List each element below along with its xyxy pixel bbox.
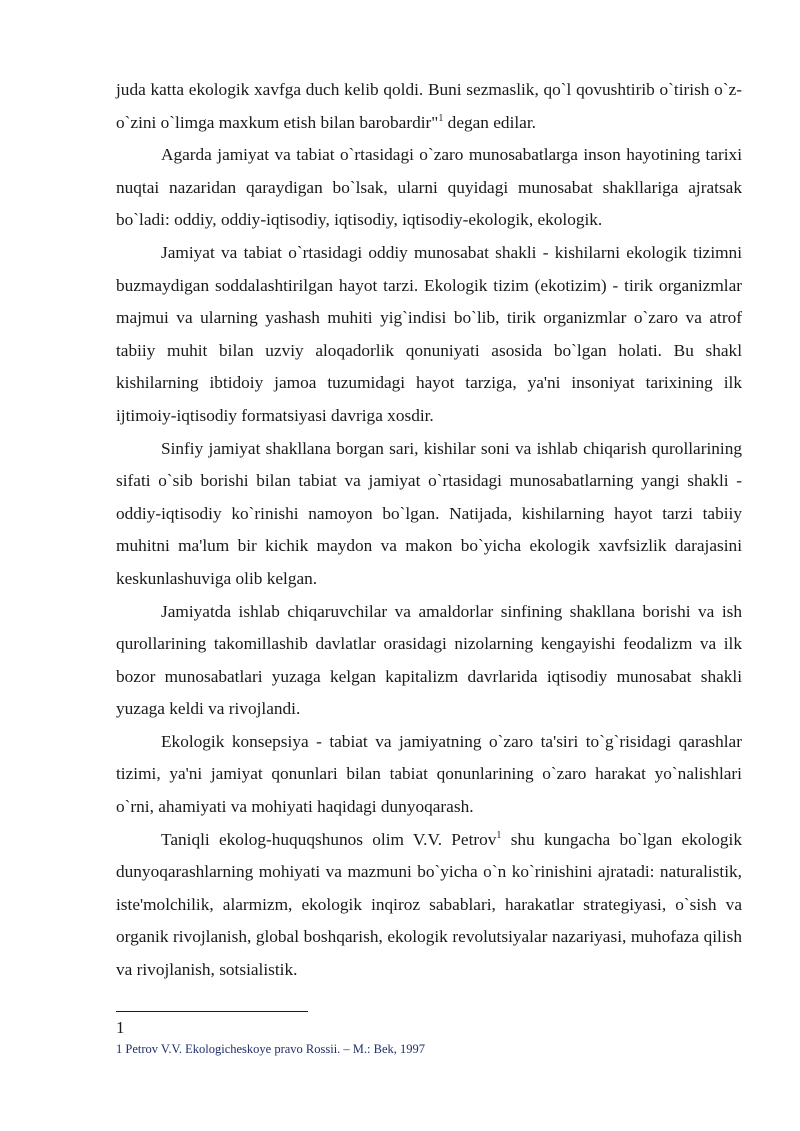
paragraph <box>116 433 742 596</box>
paragraph-text: Jamiyatda ishlab chiqaruvchilar va amaldorlar sinfining shakllana borishi va ish qurollarining takomillashib davlatlar orasidagi nizolarning kengayishi feodalizm va ilk bozor munosabatlari yuzaga kelgan kapitalizm davrlarida iqtisodiy munosabat shakli yuzaga keldi va rivojlandi. <box>116 601 742 719</box>
footnote-reference: 1 <box>438 112 444 124</box>
paragraph-text: shu kungacha bo`lgan ekologik dunyoqarashlarning mohiyati va mazmuni bo`yicha o`n ko`rinishini ajratadi: naturalistik, iste'molchilik, alarmizm, ekologik inqiroz sabablari, harakatlar strategiyasi, o`sish va organik rivojlanish, global boshqarish, ekologik revolutsiyalar nazariyasi, muhofaza qilish va rivojlanish, sotsialistik. <box>116 829 742 980</box>
paragraph <box>116 824 742 987</box>
paragraph <box>116 596 742 726</box>
paragraph <box>116 726 742 824</box>
paragraph-text: Taniqli ekolog-huquqshunos olim V.V. Petrov <box>161 829 497 849</box>
paragraph <box>116 74 742 139</box>
paragraph-text: Agarda jamiyat va tabiat o`rtasidagi o`zaro munosabatlarga inson hayotining tarixi nuqtai nazaridan qaraydigan bo`lsak, ularni quyidagi munosabat shakllariga ajratsak bo`ladi: oddiy, oddiy-iqtisodiy, iqtisodiy, iqtisodiy-ekologik, ekologik. <box>116 145 742 230</box>
paragraph <box>116 139 742 237</box>
footnote-separator <box>116 1011 308 1012</box>
footnote-text: 1 Petrov V.V. Ekologicheskoye pravo Rossii. – M.: Bek, 1997 <box>116 1042 426 1056</box>
footnote-reference: 1 <box>496 829 502 841</box>
footnote-mark: 1 <box>116 1018 125 1037</box>
paragraph-text: Ekologik konsepsiya - tabiat va jamiyatning o`zaro ta'siri to`g`risidagi qarashlar tizimi, ya'ni jamiyat qonunlari bilan tabiat qonunlarining o`zaro harakat yo`nalishlari o`rni, ahamiyati va mohiyati haqidagi dunyoqarash. <box>116 731 742 817</box>
main-text <box>116 74 742 987</box>
paragraph-text: Sinfiy jamiyat shakllana borgan sari, kishilar soni va ishlab chiqarish qurollarining sifati o`sib borishi bilan tabiat va jamiyat o`rtasidagi munosabatlarning yangi shakli - oddiy-iqtisodiy ko`rinishi namoyon bo`lgan. Natijada, kishilarning hayot tarzi tabiiy muhitni ma'lum bir kichik maydon va makon bo`yicha ekologik xavfsizlik darajasini keskunlashuviga olib kelgan. <box>116 438 742 588</box>
paragraph-text: Jamiyat va tabiat o`rtasidagi oddiy munosabat shakli - kishilarni ekologik tizimni buzmaydigan soddalashtirilgan hayot tarzi. Ekologik tizim (ekotizim) - tirik organizmlar majmui va ularning yashash muhiti yig`indisi bo`lib, tirik organizmlar o`zaro va atrof tabiiy muhit bilan uzviy aloqadorlik qonuniyati asosida bo`lgan holati. Bu shakl kishilarning ibtidoiy jamoa tuzumidagi hayot tarziga, ya'ni insoniyat tarixining ilk ijtimoiy-iqtisodiy formatsiyasi davriga xosdir. <box>116 242 742 425</box>
paragraph <box>116 237 742 433</box>
paragraph-text: degan edilar. <box>443 112 536 132</box>
paragraph-text: juda katta ekologik xavfga duch kelib qoldi. Buni sezmaslik, qo`l qovushtirib o`tirish o`z-o`zini o`limga maxkum etish bilan barobardir" <box>116 80 742 132</box>
